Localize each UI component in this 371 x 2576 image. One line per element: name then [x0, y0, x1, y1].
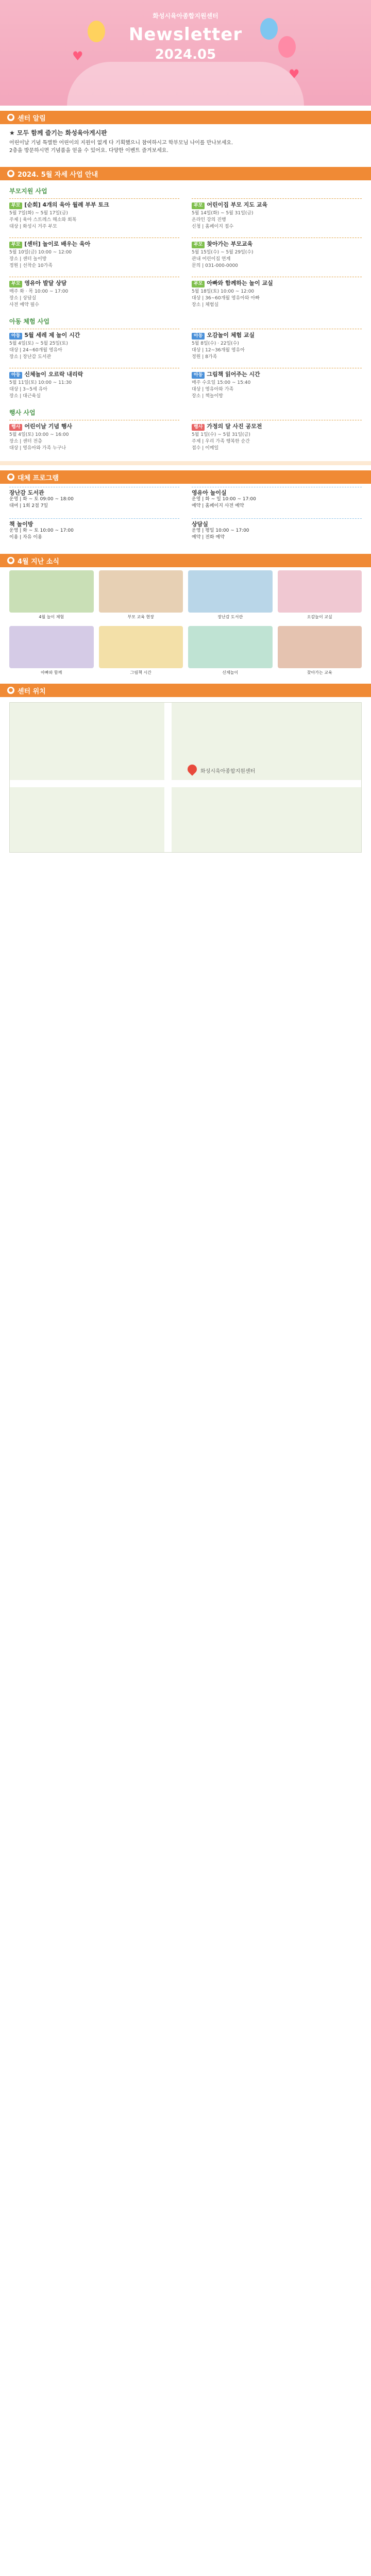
divider: [0, 461, 371, 465]
org-name: 화성시육아종합지원센터: [153, 12, 218, 20]
program-card[interactable]: 부모 아빠와 함께하는 놀이 교실 5월 18일(토) 10:00 ~ 12:00 대상 | 36~60개월 영유아와 아빠 장소 | 체험실: [192, 277, 362, 311]
section-room: ● 대체 프로그램: [0, 470, 371, 484]
photo-caption: 부모 교육 현장: [127, 615, 154, 619]
photo-item[interactable]: [278, 626, 362, 675]
room-card[interactable]: 장난감 도서관 운영 | 화 ~ 토 09:00 ~ 18:00 대여 | 1회 2점 7일: [9, 487, 179, 514]
child-programs-heading: 아동 체험 사업: [9, 318, 49, 325]
child-programs-grid: [0, 329, 371, 402]
program-card[interactable]: 부모 어린이집 부모 지도 교육 5월 14일(화) ~ 5월 31일(금) 온라인 강의 진행 신청 | 홈페이지 접수: [192, 198, 362, 232]
photo-item[interactable]: [278, 570, 362, 620]
photo-item[interactable]: [99, 570, 183, 620]
bullet-icon: ●: [7, 114, 14, 121]
photo-thumbnail: [9, 570, 94, 613]
event-programs-heading: 행사 사업: [9, 409, 36, 416]
photo-item[interactable]: [188, 570, 273, 620]
room-grid: [0, 484, 371, 549]
bullet-icon: ●: [7, 473, 14, 481]
photo-caption: 신체놀이: [222, 670, 239, 675]
issue-date: 2024.05: [155, 47, 216, 62]
program-card[interactable]: 아동 오감놀이 체험 교실 5월 8일(수) · 22일(수) 대상 | 12~36개월 영유아 정원 | 8가족: [192, 329, 362, 363]
program-card[interactable]: 부모 [순회] 4개의 육아 월례 부부 토크 5월 7일(화) ~ 5월 17일(금) 주제 | 육아 스트레스 해소와 회복 대상 | 화성시 거주 부모: [9, 198, 179, 232]
photo-thumbnail: [278, 570, 362, 613]
balloon-icon: [88, 21, 105, 42]
photo-item[interactable]: [9, 570, 94, 620]
photo-thumbnail: [99, 626, 183, 668]
photo-item[interactable]: [9, 626, 94, 675]
photo-caption: 장난감 도서관: [217, 615, 243, 619]
parent-programs-heading: 부모지원 사업: [9, 188, 47, 195]
room-card[interactable]: 영유아 놀이실 운영 | 화 ~ 일 10:00 ~ 17:00 예약 | 홈페이지 사전 예약: [192, 487, 362, 514]
section-map: ● 센터 위치: [0, 684, 371, 697]
program-card[interactable]: 행사 가정의 달 사진 공모전 5월 1일(수) ~ 5월 31일(금) 주제 | 우리 가족 행복한 순간 접수 | 이메일: [192, 420, 362, 454]
program-card[interactable]: 행사 어린이날 기념 행사 5월 4일(토) 10:00 ~ 16:00 장소 | 센터 전층 대상 | 영유아와 가족 누구나: [9, 420, 179, 454]
parent-programs-grid: [0, 198, 371, 311]
photo-thumbnail: [188, 626, 273, 668]
photo-caption: 아빠와 함께: [41, 670, 62, 675]
program-card[interactable]: 부모 [센터] 놀이로 배우는 육아 5월 10일(금) 10:00 ~ 12:00 장소 | 센터 놀이방 정원 | 선착순 10가족: [9, 238, 179, 272]
balloon-icon: [260, 18, 278, 40]
program-card[interactable]: 부모 찾아가는 부모교육 5월 15일(수) ~ 5월 29일(수) 관내 어린이집 연계 문의 | 031-000-0000: [192, 238, 362, 272]
hero-banner: [0, 0, 371, 106]
room-card[interactable]: 상담실 운영 | 평일 10:00 ~ 17:00 예약 | 전화 예약: [192, 518, 362, 546]
bullet-icon: ●: [7, 170, 14, 177]
section-photos: ● 4월 지난 소식: [0, 554, 371, 567]
photo-item[interactable]: [188, 626, 273, 675]
balloon-icon: [278, 36, 296, 58]
newsletter-title: Newsletter: [128, 24, 243, 45]
bullet-icon: ●: [7, 687, 14, 694]
map-road: [164, 703, 172, 852]
section-programs: ● 2024. 5월 자세 사업 안내: [0, 167, 371, 180]
room-card[interactable]: 책 놀이방 운영 | 화 ~ 토 10:00 ~ 17:00 이용 | 자유 이용: [9, 518, 179, 546]
event-programs-grid: [0, 420, 371, 454]
heart-icon: ♥: [72, 49, 83, 63]
heart-icon: ♥: [289, 67, 300, 81]
photo-gallery: [0, 567, 371, 679]
location-pin-icon: [185, 762, 198, 775]
photo-thumbnail: [9, 626, 94, 668]
map-road: [10, 780, 361, 787]
photo-caption: 4월 놀이 체험: [39, 615, 64, 619]
location-map[interactable]: [9, 702, 362, 853]
photo-caption: 오감놀이 교실: [307, 615, 332, 619]
photo-caption: 그림책 시간: [130, 670, 151, 675]
notice-line: 어린이날 기념 특별한 어린이의 지원이 없게 다 기획했으니 참여하시고 학부모님 나이를 만나보세요.: [9, 140, 233, 146]
photo-thumbnail: [278, 626, 362, 668]
program-card[interactable]: 아동 5월 세레 제 놀이 시간 5월 4일(토) ~ 5월 25일(토) 대상 | 24~60개월 영유아 장소 | 장난감 도서관: [9, 329, 179, 363]
family-illustration: [67, 62, 304, 106]
program-card[interactable]: 부모 영유아 발달 상담 매주 화 · 목 10:00 ~ 17:00 장소 | 상담실 사전 예약 필수: [9, 277, 179, 311]
photo-thumbnail: [188, 570, 273, 613]
notice-title: ★ 모두 함께 즐기는 화성육아게시판: [9, 129, 107, 137]
program-card[interactable]: 아동 그림책 읽어주는 시간 매주 수요일 15:00 ~ 15:40 대상 | 영유아와 가족 장소 | 책놀이방: [192, 368, 362, 402]
photo-caption: 찾아가는 교육: [307, 670, 332, 675]
map-label: 화성시육아종합지원센터: [200, 769, 256, 774]
photo-item[interactable]: [99, 626, 183, 675]
notice-box: [0, 124, 371, 162]
notice-line: 2층을 방문하시면 기념품을 얻을 수 있어요. 다양한 이벤트 즐겨보세요.: [9, 148, 168, 154]
section-center-news: ● 센터 알림: [0, 111, 371, 124]
program-card[interactable]: 아동 신체놀이 오르락 내리락 5월 11일(토) 10:00 ~ 11:30 대상 | 3~5세 유아 장소 | 대근육실: [9, 368, 179, 402]
bullet-icon: ●: [7, 557, 14, 564]
photo-thumbnail: [99, 570, 183, 613]
